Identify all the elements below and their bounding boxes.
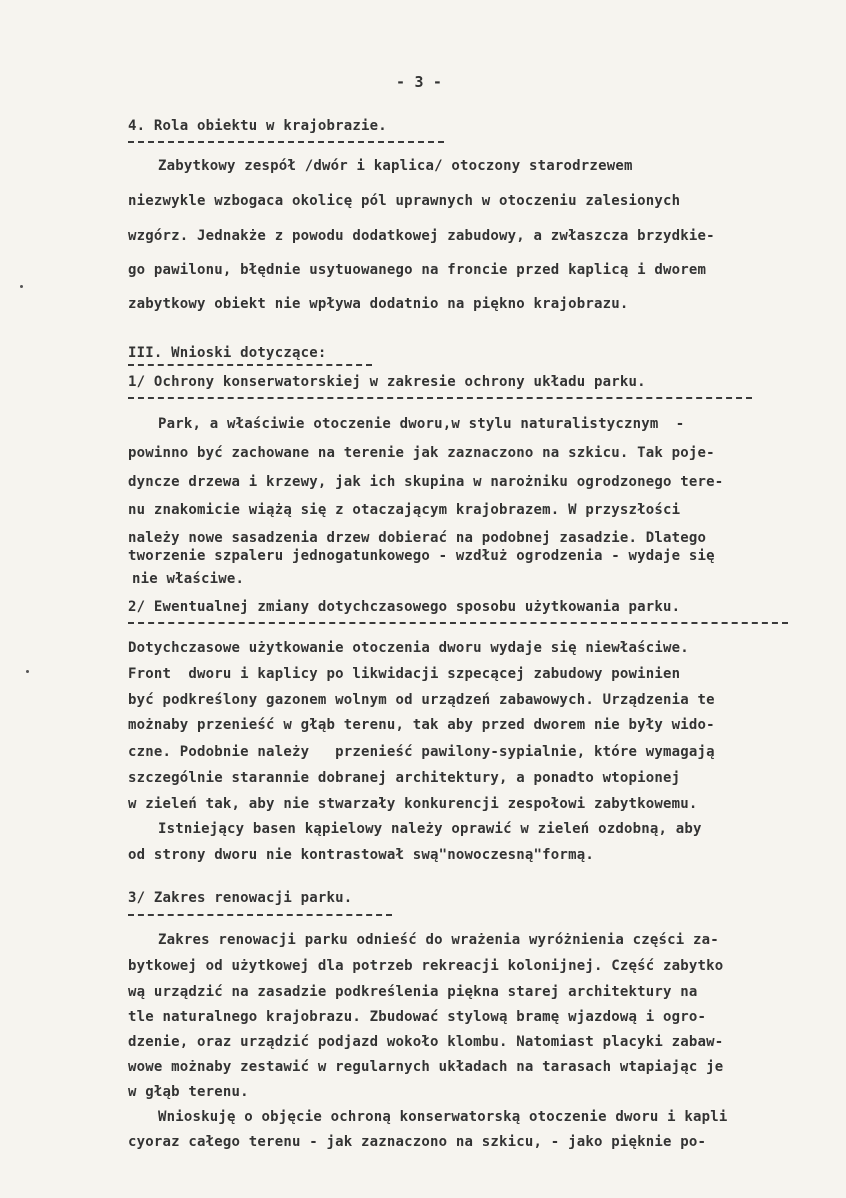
section-III-heading: III. Wnioski dotyczące:	[128, 345, 327, 361]
paragraph-line: Zabytkowy zespół /dwór i kaplica/ otoczony starodrzewem	[158, 158, 633, 174]
section-4-heading: 4. Rola obiektu w krajobrazie.	[128, 118, 387, 134]
paragraph-line: Zakres renowacji parku odnieść do wrażenia wyróżnienia części za-	[158, 932, 719, 948]
subsection-2-heading: 2/ Ewentualnej zmiany dotychczasowego sposobu użytkowania parku.	[128, 599, 681, 615]
subsection-3-underline	[128, 914, 392, 916]
subsection-1-heading: 1/ Ochrony konserwatorskiej w zakresie ochrony układu parku.	[128, 374, 646, 390]
paragraph-line: wowe możnaby zestawić w regularnych układach na tarasach wtapiając je	[128, 1059, 724, 1075]
paragraph-line: Front dworu i kaplicy po likwidacji szpecącej zabudowy powinien	[128, 666, 681, 682]
paragraph-line: możnaby przenieść w głąb terenu, tak aby przed dworem nie były wido-	[128, 717, 715, 733]
subsection-3-heading: 3/ Zakres renowacji parku.	[128, 890, 353, 906]
paragraph-line: tle naturalnego krajobrazu. Zbudować stylową bramę wjazdową i ogro-	[128, 1009, 707, 1025]
subsection-2-underline	[128, 622, 788, 624]
paragraph-line: powinno być zachowane na terenie jak zaznaczono na szkicu. Tak poje-	[128, 445, 715, 461]
section-III-underline	[128, 364, 372, 366]
paragraph-line: Istniejący basen kąpielowy należy oprawić w zieleń ozdobną, aby	[158, 821, 702, 837]
paragraph-line: nu znakomicie wiążą się z otaczającym krajobrazem. W przyszłości	[128, 502, 681, 518]
paragraph-line: wzgórz. Jednakże z powodu dodatkowej zabudowy, a zwłaszcza brzydkie-	[128, 228, 715, 244]
margin-speck	[26, 670, 29, 673]
margin-speck	[20, 285, 23, 288]
paragraph-line: cyoraz całego terenu - jak zaznaczono na szkicu, - jako pięknie po-	[128, 1134, 707, 1150]
paragraph-line: nie właściwe.	[132, 571, 245, 587]
section-4-underline	[128, 141, 444, 143]
paragraph-line: czne. Podobnie należy przenieść pawilony-sypialnie, które wymagają	[128, 744, 715, 760]
paragraph-line: zabytkowy obiekt nie wpływa dodatnio na piękno krajobrazu.	[128, 296, 629, 312]
paragraph-line: wą urządzić na zasadzie podkreślenia piękna starej architektury na	[128, 984, 698, 1000]
paragraph-line: Wnioskuję o objęcie ochroną konserwatorską otoczenie dworu i kapli	[158, 1109, 728, 1125]
paragraph-line: dyncze drzewa i krzewy, jak ich skupina w narożniku ogrodzonego tere-	[128, 474, 724, 490]
paragraph-line: tworzenie szpaleru jednogatunkowego - wzdłuż ogrodzenia - wydaje się	[128, 548, 715, 564]
paragraph-line: w głąb terenu.	[128, 1084, 249, 1100]
paragraph-line: od strony dworu nie kontrastował swą"nowoczesną"formą.	[128, 847, 594, 863]
paragraph-line: go pawilonu, błędnie usytuowanego na froncie przed kaplicą i dworem	[128, 262, 707, 278]
paragraph-line: dzenie, oraz urządzić podjazd wokoło klombu. Natomiast placyki zabaw-	[128, 1034, 724, 1050]
paragraph-line: Park, a właściwie otoczenie dworu,w stylu naturalistycznym -	[158, 416, 685, 432]
page-number: - 3 -	[396, 73, 443, 91]
paragraph-line: w zieleń tak, aby nie stwarzały konkurencji zespołowi zabytkowemu.	[128, 796, 698, 812]
paragraph-line: należy nowe sasadzenia drzew dobierać na podobnej zasadzie. Dlatego	[128, 530, 707, 546]
paragraph-line: niezwykle wzbogaca okolicę pól uprawnych w otoczeniu zalesionych	[128, 193, 681, 209]
paragraph-line: być podkreślony gazonem wolnym od urządzeń zabawowych. Urządzenia te	[128, 692, 715, 708]
paragraph-line: Dotychczasowe użytkowanie otoczenia dworu wydaje się niewłaściwe.	[128, 640, 689, 656]
paragraph-line: szczególnie starannie dobranej architektury, a ponadto wtopionej	[128, 770, 681, 786]
subsection-1-underline	[128, 397, 752, 399]
paragraph-line: bytkowej od użytkowej dla potrzeb rekreacji kolonijnej. Część zabytko	[128, 958, 724, 974]
